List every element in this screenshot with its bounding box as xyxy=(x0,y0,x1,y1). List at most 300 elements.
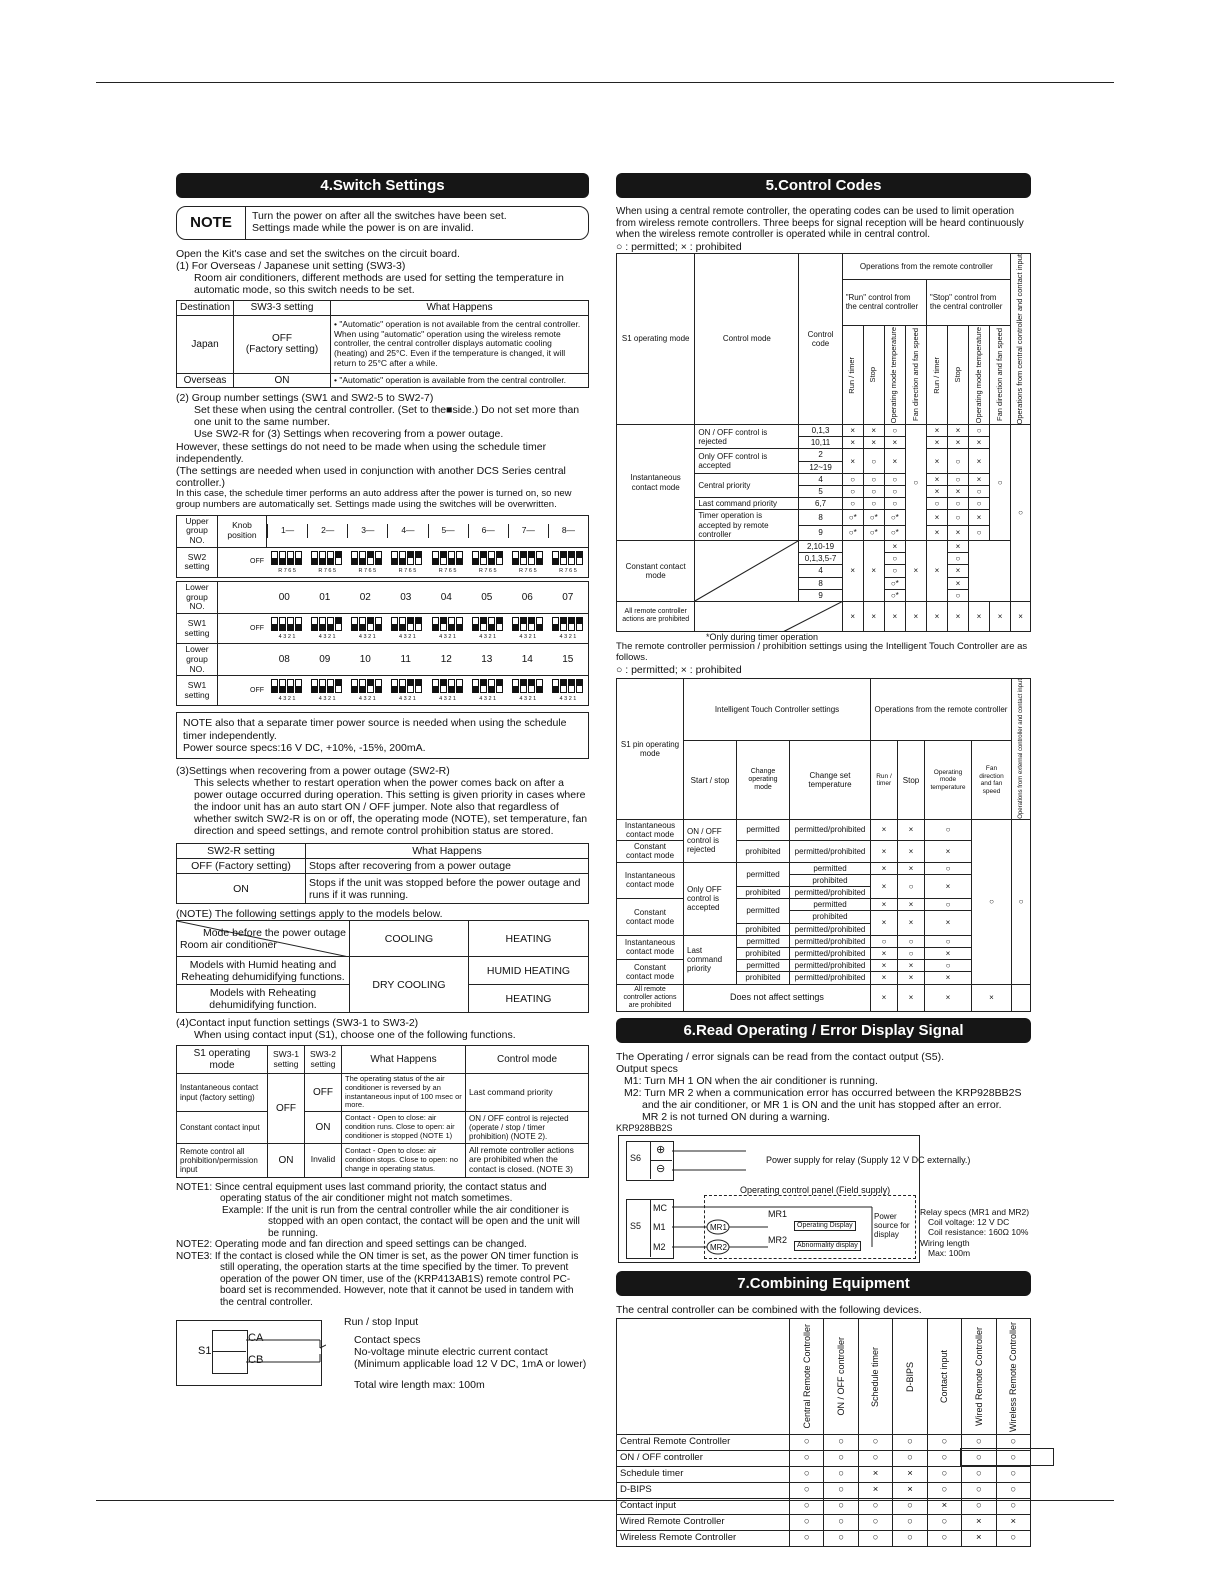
switch-lever xyxy=(271,551,278,565)
m2-text: M2: Turn MR 2 when a communication error has occurred between the KRP928BB2S and the air conditioner, or MR 1 is ON and the unit has stopped after an error. xyxy=(624,1086,1022,1111)
dip-switch xyxy=(311,617,343,634)
reheat-models: Models with Reheating dehumidifying function. xyxy=(177,985,350,1013)
code-cell: 10,11 xyxy=(799,437,842,449)
cooling-header: COOLING xyxy=(350,921,469,957)
s2-heading: (2) Group number settings (SW1 and SW2-5 to SW2-7) xyxy=(176,392,434,405)
symbol-cell: × xyxy=(926,437,947,449)
dip-switch xyxy=(271,679,303,696)
code-cell: 12~19 xyxy=(799,461,842,473)
lower-group-number: 15 xyxy=(562,654,574,666)
code-cell: 9 xyxy=(799,525,842,540)
s4-text: When using contact input (S1), choose one of the following functions. xyxy=(194,1029,516,1042)
symbol-cell: ○ xyxy=(968,498,989,510)
output-specs: Output specs xyxy=(616,1062,678,1075)
device-col-header xyxy=(996,1319,1030,1435)
dip-switch-group xyxy=(307,679,347,702)
dip-switch-group xyxy=(387,617,427,640)
compat-cell: × xyxy=(893,1483,927,1499)
fan-run-cell: ○ xyxy=(905,425,926,541)
upper-group-number: 7— xyxy=(508,524,548,538)
cell: prohibited xyxy=(737,947,790,959)
th: Operating mode temperature xyxy=(925,741,972,820)
switch-lever xyxy=(448,617,455,631)
symbol-cell: × xyxy=(863,540,884,601)
cell: × xyxy=(898,984,925,1011)
cell: × xyxy=(925,841,972,862)
lower-a-numbers xyxy=(218,581,589,613)
cell: permitted/prohibited xyxy=(790,819,871,840)
switch-lever xyxy=(496,679,503,693)
symbol-cell: ○ xyxy=(947,589,968,601)
off-label: OFF xyxy=(250,624,264,632)
th-sw3-3: SW3-3 setting xyxy=(234,301,331,316)
switch-lever xyxy=(399,551,406,565)
vertical-label: Schedule timer xyxy=(870,1346,881,1407)
s3-heading: (3)Settings when recovering from a power outage (SW2-R) xyxy=(176,764,450,777)
note-line: Turn the power on after all the switches have been set. xyxy=(252,210,507,222)
compat-cell: ○ xyxy=(790,1451,824,1467)
dip-switch xyxy=(391,679,423,696)
cell: prohibited xyxy=(790,874,871,886)
device-row-label: Contact input xyxy=(617,1499,790,1515)
switch-lever xyxy=(472,617,479,631)
dip-switch-group xyxy=(347,551,387,574)
table-row xyxy=(617,540,1031,552)
switch-lever xyxy=(271,617,278,631)
dip-switch xyxy=(432,617,464,634)
relay-title: Relay specs (MR1 and MR2) xyxy=(920,1207,1030,1218)
symbol-cell: ○* xyxy=(884,577,905,589)
cell: ○ xyxy=(972,819,1012,984)
pin-labels: 4 3 2 1 xyxy=(479,696,497,703)
dip-switch xyxy=(271,551,303,568)
note-box xyxy=(176,206,589,240)
switch-lever xyxy=(407,617,414,631)
switch-lever xyxy=(440,679,447,693)
cell: ○ xyxy=(898,947,925,959)
device-col-header xyxy=(858,1319,892,1435)
switch-lever xyxy=(480,679,487,693)
s3-text: This selects whether to restart operation when the power comes back on after a power outage occurred during operation. This setting is given priority in cases where the indoor unit has an auto start ON / OFF jumper. Note also that regardless of whether switch SW2-R is on or off, the operating mode (NOTE), set temperature, fan direction and speed settings, and remote control prohibition status are stored. xyxy=(194,776,588,837)
cell: Last command priority xyxy=(466,1074,589,1112)
table-row xyxy=(617,1467,1031,1483)
vertical-label: Fan direction and fan speed xyxy=(910,328,920,422)
cell: × xyxy=(898,899,925,911)
code-cell: 4 xyxy=(799,473,842,485)
switch-lever xyxy=(415,679,422,693)
dip-switch-group xyxy=(428,679,468,702)
switch-lever xyxy=(319,679,326,693)
switch-lever xyxy=(375,551,382,565)
destination-table xyxy=(176,300,589,388)
note-text xyxy=(246,207,513,239)
cell: × xyxy=(898,862,925,874)
cell-off-text: Stops after recovering from a power outage xyxy=(306,859,589,874)
symbol-cell: ○ xyxy=(947,498,968,510)
vertical-col-header xyxy=(884,325,905,424)
switch-lever xyxy=(512,617,519,631)
switch-lever xyxy=(496,551,503,565)
abnormality-display: Abnormality display xyxy=(794,1241,861,1251)
switch-lever xyxy=(367,679,374,693)
symbol-cell: × xyxy=(842,437,863,449)
compat-cell: ○ xyxy=(927,1515,961,1531)
cell: Instantaneous contact input (factory setting) xyxy=(177,1074,268,1112)
dip-switch xyxy=(472,551,504,568)
run-stop-diagram xyxy=(176,1316,589,1394)
power-source-label: Power source for display xyxy=(874,1212,910,1239)
symbol-cell: ○ xyxy=(884,553,905,565)
cell: Constant contact mode xyxy=(617,841,684,862)
mr2-label: MR2 xyxy=(768,1235,788,1246)
pin-labels: 4 3 2 1 xyxy=(318,633,336,640)
switch-lever xyxy=(295,679,302,693)
compat-cell: ○ xyxy=(858,1515,892,1531)
code-cell: 8 xyxy=(799,510,842,525)
dip-switch-group xyxy=(267,551,307,574)
cell: ON / OFF control is rejected (operate / stop / timer prohibition) (NOTE 2). xyxy=(466,1111,589,1143)
cell: × xyxy=(871,819,898,840)
diag-header-cell xyxy=(177,921,350,957)
compat-cell: ○ xyxy=(858,1499,892,1515)
dip-switch-group xyxy=(347,679,387,702)
table-row xyxy=(617,935,1031,947)
switch-lever xyxy=(295,617,302,631)
cell: prohibited xyxy=(737,841,790,862)
switch-lever xyxy=(432,679,439,693)
lower-group-number: 11 xyxy=(400,654,411,666)
timer-note-box xyxy=(176,712,589,758)
switch-lever xyxy=(287,679,294,693)
symbol-cell: ○ xyxy=(947,553,968,565)
dip-switch xyxy=(552,617,584,634)
dip-switch xyxy=(311,679,343,696)
th-sw3-2: SW3-2 setting xyxy=(305,1046,342,1074)
cell: permitted xyxy=(737,862,790,886)
device-col-header xyxy=(927,1319,961,1435)
dry-cooling: DRY COOLING xyxy=(350,957,469,1013)
compat-cell: × xyxy=(996,1515,1030,1531)
switch-lever xyxy=(327,551,334,565)
symbol-cell: × xyxy=(905,540,926,601)
table-row xyxy=(617,601,1031,631)
cell: × xyxy=(871,841,898,862)
vertical-label: Stop xyxy=(868,367,878,383)
lower-group-number: 02 xyxy=(359,591,371,603)
symbol-cell: ○ xyxy=(884,486,905,498)
t4-note: (NOTE) The following settings apply to the models below. xyxy=(176,908,443,921)
dip-switch xyxy=(512,551,544,568)
pin-labels: R 7 6 5 xyxy=(318,567,337,574)
lower-group-label: Lower group NO. xyxy=(177,644,218,676)
symbol-cell: × xyxy=(884,540,905,552)
cell: Constant contact mode xyxy=(617,960,684,984)
code-cell: 8 xyxy=(799,577,842,589)
dip-switch-group xyxy=(508,617,548,640)
symbol-cell: × xyxy=(884,601,905,631)
switch-lever xyxy=(351,679,358,693)
note-line: NOTE also that a separate timer power source is needed when using the schedule timer independently. xyxy=(183,717,567,742)
note-label: NOTE xyxy=(177,207,246,239)
cell: × xyxy=(898,819,925,840)
pin-labels: R 7 6 5 xyxy=(518,567,537,574)
cell: × xyxy=(871,911,898,935)
symbol-cell: × xyxy=(926,425,947,437)
pin-labels: R 7 6 5 xyxy=(278,567,296,574)
upper-group-number: 6— xyxy=(468,524,508,538)
cell: prohibited xyxy=(737,887,790,899)
compat-cell: ○ xyxy=(790,1499,824,1515)
sec7-intro: The central controller can be combined with the following devices. xyxy=(616,1304,922,1317)
switch-lever xyxy=(456,617,463,631)
switch-lever xyxy=(528,551,535,565)
sw1-switches-b xyxy=(218,676,589,706)
th: Start / stop xyxy=(684,741,737,820)
compat-cell: ○ xyxy=(824,1531,858,1547)
off-text: OFF xyxy=(272,332,293,344)
code-cell: 9 xyxy=(799,589,842,601)
lower-group-number: 04 xyxy=(440,591,452,603)
dip-switch xyxy=(351,551,383,568)
cell: × xyxy=(925,972,972,984)
switch-lever xyxy=(359,617,366,631)
heating-header: HEATING xyxy=(469,921,589,957)
s1-mode-header: S1 operating mode xyxy=(617,253,695,425)
symbol-cell: × xyxy=(947,577,968,589)
code-cell: 2,10-19 xyxy=(799,540,842,552)
left-column xyxy=(176,173,589,1394)
compat-cell: × xyxy=(858,1467,892,1483)
cell: × xyxy=(925,947,972,959)
diagonal-line xyxy=(695,602,841,632)
compat-cell: ○ xyxy=(962,1499,996,1515)
switch-lever xyxy=(480,617,487,631)
cell-on-text: Stops if the unit was stopped before the power outage and runs if it was running. xyxy=(306,874,589,904)
switch-lever xyxy=(367,551,374,565)
symbol-cell: ○ xyxy=(884,498,905,510)
upper-group-number: 1— xyxy=(267,524,307,538)
pin-labels: 4 3 2 1 xyxy=(399,696,416,703)
note-2: NOTE2: Operating mode and fan direction and speed settings can be changed. xyxy=(176,1239,527,1251)
off-label: OFF xyxy=(250,686,264,694)
m2b-text: MR 2 is not turned ON during a warning. xyxy=(642,1110,830,1123)
device-col-header xyxy=(790,1319,824,1435)
footnote: *Only during timer operation xyxy=(706,631,819,642)
supply-label: Power supply for relay (Supply 12 V DC externally.) xyxy=(766,1155,971,1166)
minus-icon: ⊖ xyxy=(656,1163,666,1176)
switch-lever xyxy=(319,617,326,631)
switch-lever xyxy=(367,617,374,631)
dip-switch xyxy=(432,679,464,696)
code-cell: 5 xyxy=(799,486,842,498)
code-cell: 6,7 xyxy=(799,498,842,510)
switch-lever xyxy=(552,551,559,565)
upper-numbers xyxy=(267,515,589,547)
cell: Only OFF control is accepted xyxy=(684,862,737,935)
cell: permitted/prohibited xyxy=(790,960,871,972)
cell: permitted/prohibited xyxy=(790,887,871,899)
th: Change operating mode xyxy=(737,741,790,820)
compat-cell: × xyxy=(893,1467,927,1483)
dip-switch-group xyxy=(468,679,508,702)
compat-cell: ○ xyxy=(893,1451,927,1467)
pin-labels: R 7 6 5 xyxy=(438,567,457,574)
dip-switch-group xyxy=(508,551,548,574)
switch-lever xyxy=(391,617,398,631)
section-4-title: 4.Switch Settings xyxy=(176,173,589,198)
vertical-col-header xyxy=(947,325,968,424)
switch-lever xyxy=(456,679,463,693)
specs-line: (Minimum applicable load 12 V DC, 1mA or lower) xyxy=(354,1358,587,1371)
section-7-title: 7.Combining Equipment xyxy=(616,1271,1031,1296)
pin-labels: 4 3 2 1 xyxy=(479,633,497,640)
vertical-label: ON / OFF controller xyxy=(835,1337,846,1416)
upper-group-number: 8— xyxy=(548,524,588,538)
lower-group-number: 03 xyxy=(400,591,412,603)
symbol-cell: × xyxy=(842,540,863,601)
cell: Last command priority xyxy=(684,935,737,984)
switch-lever xyxy=(407,551,414,565)
intro-text: Open the Kit's case and set the switches on the circuit board. xyxy=(176,248,460,260)
symbol-cell: ○ xyxy=(884,425,905,437)
cell: × xyxy=(898,972,925,984)
cell: permitted xyxy=(737,899,790,923)
switch-lever xyxy=(496,617,503,631)
compat-cell: ○ xyxy=(962,1435,996,1451)
switch-lever xyxy=(295,551,302,565)
symbol-cell: ○* xyxy=(842,510,863,525)
switch-lever xyxy=(311,617,318,631)
switch-lever xyxy=(576,679,583,693)
compat-cell: ○ xyxy=(962,1451,996,1467)
cell: prohibited xyxy=(790,911,871,923)
cell-off: OFF (Factory setting) xyxy=(177,859,306,874)
cell: Constant contact input xyxy=(177,1111,268,1143)
s6-label: S6 xyxy=(630,1153,642,1164)
symbol-cell: × xyxy=(968,473,989,485)
symbol-cell: × xyxy=(947,525,968,540)
cell: permitted/prohibited xyxy=(790,972,871,984)
dip-switch-group xyxy=(548,551,588,574)
section-5-title: 5.Control Codes xyxy=(616,173,1031,198)
cell: × xyxy=(871,984,898,1011)
cell: × xyxy=(972,984,1012,1011)
compat-cell: ○ xyxy=(824,1515,858,1531)
switch-lever xyxy=(448,679,455,693)
s4-heading: (4)Contact input function settings (SW3-1 to SW3-2) xyxy=(176,1017,419,1030)
lower-group-number: 09 xyxy=(319,654,331,666)
symbol-cell: × xyxy=(926,540,947,601)
symbol-cell: ○* xyxy=(842,525,863,540)
legend: ○ : permitted; × : prohibited xyxy=(616,664,742,677)
symbol-cell: × xyxy=(990,601,1011,631)
switch-lever xyxy=(576,551,583,565)
switch-lever xyxy=(432,617,439,631)
fan-stop-cell: ○ xyxy=(990,425,1011,541)
run-stop-title: Run / stop Input xyxy=(344,1316,419,1329)
vertical-col-header xyxy=(968,325,989,424)
symbol-cell: ○ xyxy=(884,473,905,485)
relay-specs xyxy=(920,1207,1029,1258)
switch-lever xyxy=(488,551,495,565)
vertical-label: Wired Remote Controller xyxy=(973,1327,984,1427)
upper-group-number: 2— xyxy=(307,524,347,538)
notes xyxy=(176,1182,589,1309)
humid-heating: HUMID HEATING xyxy=(469,957,589,985)
switch-lever xyxy=(520,617,527,631)
coil-mr1-label: MR1 xyxy=(710,1223,727,1233)
vertical-label: Operations from central controller and contact input xyxy=(1015,253,1025,425)
top-rule xyxy=(96,82,1114,83)
cell-on: ON xyxy=(268,1143,305,1177)
switch-lever xyxy=(391,551,398,565)
s1-heading: (1) For Overseas / Japanese unit setting (SW3-3) xyxy=(176,260,406,273)
pin-labels: 4 3 2 1 xyxy=(439,696,456,703)
symbol-cell: × xyxy=(884,437,905,449)
code-cell: 0,1,3 xyxy=(799,425,842,437)
compat-cell: ○ xyxy=(962,1467,996,1483)
dip-switch-group xyxy=(387,679,427,702)
relay-line: Max: 100m xyxy=(928,1247,971,1258)
compat-cell: ○ xyxy=(824,1499,858,1515)
lower-group-number: 07 xyxy=(562,591,574,603)
dip-switch-group xyxy=(307,617,347,640)
switch-lever xyxy=(311,551,318,565)
m1-text: M1: Turn MH 1 ON when the air conditioner is running. xyxy=(624,1074,878,1087)
switch-lever xyxy=(560,551,567,565)
compat-cell: ○ xyxy=(824,1483,858,1499)
switch-lever xyxy=(536,551,543,565)
cell: ○ xyxy=(925,899,972,911)
compat-cell: ○ xyxy=(927,1483,961,1499)
s2-line: Set these when using the central controller. (Set to the■side.) Do not set more than one unit to the same number. xyxy=(194,404,580,429)
table-row xyxy=(617,841,1031,862)
pin-labels: R 7 6 5 xyxy=(358,567,377,574)
mode-before-label: Mode before the power outage xyxy=(202,926,346,939)
dip-switch-group xyxy=(468,617,508,640)
lower-b-numbers xyxy=(218,644,589,676)
sw1-label: SW1 setting xyxy=(177,676,218,706)
compat-cell: ○ xyxy=(996,1435,1030,1451)
central-cell: ○ xyxy=(1011,425,1031,602)
symbol-cell: × xyxy=(947,565,968,577)
switch-lever xyxy=(488,617,495,631)
symbol-cell: × xyxy=(863,437,884,449)
cell: × xyxy=(871,960,898,972)
symbol-cell: × xyxy=(1011,601,1031,631)
compat-cell: × xyxy=(927,1499,961,1515)
vertical-col-header xyxy=(863,325,884,424)
pin-labels: 4 3 2 1 xyxy=(559,633,577,640)
terminal-divider xyxy=(212,1351,246,1352)
compat-cell: ○ xyxy=(893,1435,927,1451)
symbol-cell: ○ xyxy=(842,498,863,510)
lower-group-number: 01 xyxy=(319,591,331,603)
vertical-label: Fan direction and fan speed xyxy=(994,328,1004,422)
symbol-cell: × xyxy=(842,449,863,473)
symbol-cell: ○* xyxy=(884,589,905,601)
off-label: OFF xyxy=(250,558,264,566)
cell: × xyxy=(898,911,925,935)
cell-off: OFF xyxy=(268,1074,305,1144)
lower-group-number: 13 xyxy=(481,654,493,666)
dip-switch-group xyxy=(307,551,347,574)
switch-lever xyxy=(512,551,519,565)
th: Change set temperature xyxy=(790,741,871,820)
cell: Remote control all prohibition/permission input xyxy=(177,1143,268,1177)
sw2-label: SW2 setting xyxy=(177,547,218,577)
cell: × xyxy=(871,874,898,898)
